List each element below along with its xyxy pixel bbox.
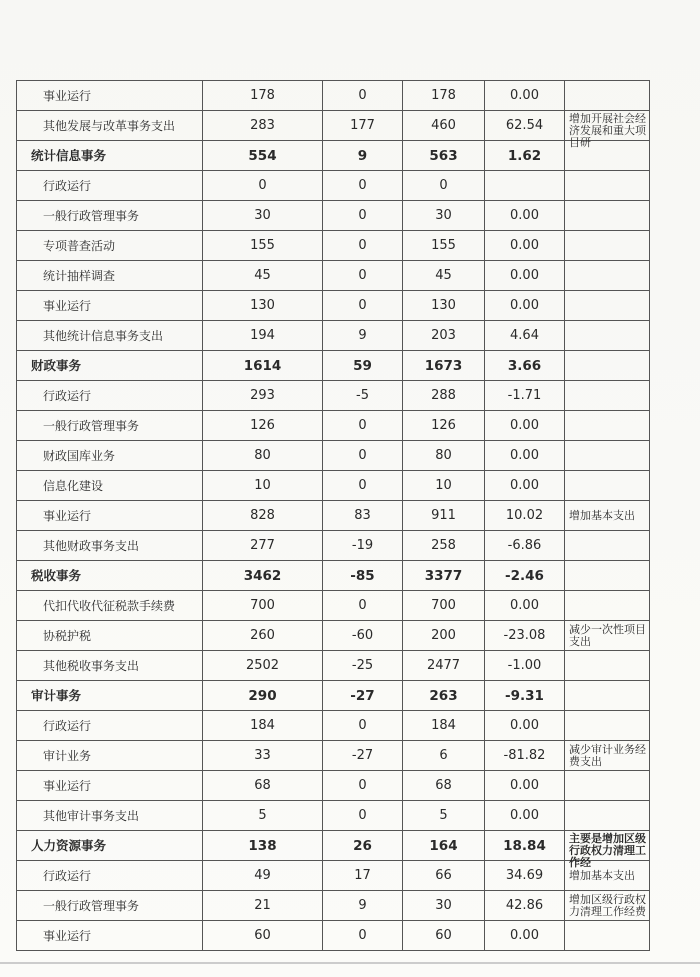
value-col1: 33: [203, 741, 323, 771]
value-col3: 66: [403, 861, 485, 891]
value-col2: -60: [323, 621, 403, 651]
value-col4: [485, 171, 565, 201]
value-col3: 178: [403, 81, 485, 111]
value-col3: 45: [403, 261, 485, 291]
row-note: [565, 231, 650, 261]
value-col1: 138: [203, 831, 323, 861]
value-col2: 177: [323, 111, 403, 141]
value-col2: 0: [323, 81, 403, 111]
row-name: 一般行政管理事务: [17, 891, 203, 921]
value-col4: -23.08: [485, 621, 565, 651]
row-note: [565, 651, 650, 681]
value-col1: 277: [203, 531, 323, 561]
value-col4: 18.84: [485, 831, 565, 861]
value-col4: 10.02: [485, 501, 565, 531]
item-row: [17, 111, 650, 141]
value-col4: 0.00: [485, 801, 565, 831]
row-note: [565, 111, 650, 149]
value-col1: 828: [203, 501, 323, 531]
value-col2: -27: [323, 741, 403, 771]
value-col3: 130: [403, 291, 485, 321]
value-col3: 3377: [403, 561, 485, 591]
item-row: [17, 501, 650, 531]
item-row: [17, 861, 650, 891]
category-row: [17, 351, 650, 381]
value-col2: 0: [323, 771, 403, 801]
row-name: 统计抽样调查: [17, 261, 203, 291]
value-col1: 10: [203, 471, 323, 501]
value-col2: 59: [323, 351, 403, 381]
value-col3: 911: [403, 501, 485, 531]
row-name: 一般行政管理事务: [17, 411, 203, 441]
item-row: [17, 921, 650, 951]
category-row: [17, 141, 650, 171]
row-name: 其他财政事务支出: [17, 531, 203, 561]
row-note: [565, 351, 650, 381]
row-name: 专项普查活动: [17, 231, 203, 261]
row-note: [565, 741, 650, 771]
value-col1: 126: [203, 411, 323, 441]
value-col1: 0: [203, 171, 323, 201]
value-col2: 9: [323, 891, 403, 921]
value-col2: 0: [323, 711, 403, 741]
item-row: [17, 291, 650, 321]
value-col1: 283: [203, 111, 323, 141]
row-name: 事业运行: [17, 921, 203, 951]
value-col4: -81.82: [485, 741, 565, 771]
value-col2: -25: [323, 651, 403, 681]
row-note: [565, 681, 650, 711]
note-text: 减少一次性项目支出: [569, 622, 646, 648]
row-note: [565, 321, 650, 351]
row-note: [565, 291, 650, 321]
item-row: [17, 411, 650, 441]
value-col1: 290: [203, 681, 323, 711]
value-col1: 130: [203, 291, 323, 321]
budget-table-body: [17, 81, 650, 951]
value-col1: 5: [203, 801, 323, 831]
item-row: [17, 591, 650, 621]
row-name: 财政国库业务: [17, 441, 203, 471]
value-col2: 0: [323, 591, 403, 621]
value-col3: 184: [403, 711, 485, 741]
value-col1: 700: [203, 591, 323, 621]
row-note: [565, 261, 650, 291]
note-text: 主要是增加区级行政权力清理工作经: [569, 831, 646, 869]
value-col3: 68: [403, 771, 485, 801]
row-note: [565, 831, 650, 869]
row-note: [565, 801, 650, 831]
value-col4: 0.00: [485, 471, 565, 501]
row-note: [565, 591, 650, 621]
value-col3: 203: [403, 321, 485, 351]
value-col3: 263: [403, 681, 485, 711]
value-col4: -6.86: [485, 531, 565, 561]
value-col3: 288: [403, 381, 485, 411]
row-name: 行政运行: [17, 711, 203, 741]
item-row: [17, 171, 650, 201]
row-name: 事业运行: [17, 291, 203, 321]
row-name: 事业运行: [17, 501, 203, 531]
value-col2: 17: [323, 861, 403, 891]
value-col2: 0: [323, 411, 403, 441]
value-col2: 83: [323, 501, 403, 531]
budget-table-container: [16, 80, 650, 951]
item-row: [17, 471, 650, 501]
value-col1: 3462: [203, 561, 323, 591]
row-name: 事业运行: [17, 771, 203, 801]
value-col3: 0: [403, 171, 485, 201]
row-name: 行政运行: [17, 171, 203, 201]
value-col2: 0: [323, 171, 403, 201]
row-name: 财政事务: [17, 351, 203, 381]
row-name: 人力资源事务: [17, 831, 203, 861]
value-col4: 0.00: [485, 291, 565, 321]
item-row: [17, 261, 650, 291]
category-row: [17, 831, 650, 861]
value-col1: 30: [203, 201, 323, 231]
value-col4: -2.46: [485, 561, 565, 591]
row-note: [565, 81, 650, 111]
value-col2: 0: [323, 201, 403, 231]
value-col3: 2477: [403, 651, 485, 681]
value-col4: 3.66: [485, 351, 565, 381]
value-col2: 26: [323, 831, 403, 861]
row-note: [565, 501, 650, 531]
row-name: 审计事务: [17, 681, 203, 711]
value-col1: 60: [203, 921, 323, 951]
value-col4: 0.00: [485, 441, 565, 471]
row-note: [565, 921, 650, 951]
category-row: [17, 561, 650, 591]
row-name: 其他税收事务支出: [17, 651, 203, 681]
row-note: [565, 711, 650, 741]
item-row: [17, 801, 650, 831]
row-note: [565, 171, 650, 201]
note-text: 增加基本支出: [569, 868, 635, 882]
row-name: 事业运行: [17, 81, 203, 111]
row-name: 其他审计事务支出: [17, 801, 203, 831]
row-note: [565, 471, 650, 501]
row-note: [565, 201, 650, 231]
value-col2: 9: [323, 141, 403, 171]
value-col4: 34.69: [485, 861, 565, 891]
row-note: [565, 561, 650, 591]
value-col4: 1.62: [485, 141, 565, 171]
row-name: 其他统计信息事务支出: [17, 321, 203, 351]
item-row: [17, 711, 650, 741]
row-name: 审计业务: [17, 741, 203, 771]
value-col4: -1.71: [485, 381, 565, 411]
value-col2: 9: [323, 321, 403, 351]
value-col4: 0.00: [485, 711, 565, 741]
row-name: 行政运行: [17, 381, 203, 411]
row-note: [565, 531, 650, 561]
value-col3: 10: [403, 471, 485, 501]
value-col1: 2502: [203, 651, 323, 681]
value-col4: 62.54: [485, 111, 565, 141]
value-col3: 700: [403, 591, 485, 621]
value-col1: 260: [203, 621, 323, 651]
item-row: [17, 81, 650, 111]
value-col1: 68: [203, 771, 323, 801]
row-name: 统计信息事务: [17, 141, 203, 171]
value-col1: 21: [203, 891, 323, 921]
item-row: [17, 381, 650, 411]
row-note: [565, 441, 650, 471]
value-col3: 60: [403, 921, 485, 951]
value-col3: 80: [403, 441, 485, 471]
value-col2: 0: [323, 801, 403, 831]
value-col2: -5: [323, 381, 403, 411]
value-col3: 30: [403, 891, 485, 921]
item-row: [17, 771, 650, 801]
value-col1: 49: [203, 861, 323, 891]
value-col4: 0.00: [485, 261, 565, 291]
value-col4: -9.31: [485, 681, 565, 711]
item-row: [17, 531, 650, 561]
value-col1: 554: [203, 141, 323, 171]
value-col2: -19: [323, 531, 403, 561]
value-col4: 4.64: [485, 321, 565, 351]
row-note: [565, 771, 650, 801]
value-col1: 184: [203, 711, 323, 741]
value-col3: 1673: [403, 351, 485, 381]
value-col4: 0.00: [485, 411, 565, 441]
value-col4: 0.00: [485, 921, 565, 951]
value-col1: 45: [203, 261, 323, 291]
value-col3: 155: [403, 231, 485, 261]
row-name: 税收事务: [17, 561, 203, 591]
note-text: 减少审计业务经费支出: [569, 742, 646, 768]
row-name: 协税护税: [17, 621, 203, 651]
value-col3: 200: [403, 621, 485, 651]
value-col4: 0.00: [485, 591, 565, 621]
item-row: [17, 321, 650, 351]
note-text: 增加基本支出: [569, 508, 635, 522]
value-col2: 0: [323, 261, 403, 291]
note-text: 增加区级行政权力清理工作经费: [569, 892, 646, 918]
value-col1: 194: [203, 321, 323, 351]
value-col1: 1614: [203, 351, 323, 381]
value-col2: 0: [323, 291, 403, 321]
item-row: [17, 231, 650, 261]
row-name: 行政运行: [17, 861, 203, 891]
item-row: [17, 741, 650, 771]
row-note: [565, 411, 650, 441]
item-row: [17, 441, 650, 471]
budget-table: [16, 80, 650, 951]
value-col2: -85: [323, 561, 403, 591]
value-col2: 0: [323, 231, 403, 261]
value-col1: 80: [203, 441, 323, 471]
value-col3: 5: [403, 801, 485, 831]
value-col1: 178: [203, 81, 323, 111]
value-col3: 460: [403, 111, 485, 141]
value-col4: 0.00: [485, 771, 565, 801]
value-col4: 0.00: [485, 201, 565, 231]
row-name: 信息化建设: [17, 471, 203, 501]
item-row: [17, 651, 650, 681]
value-col1: 155: [203, 231, 323, 261]
category-row: [17, 681, 650, 711]
value-col4: 0.00: [485, 81, 565, 111]
value-col1: 293: [203, 381, 323, 411]
value-col4: 42.86: [485, 891, 565, 921]
value-col4: 0.00: [485, 231, 565, 261]
page-bottom-edge: [0, 962, 700, 964]
row-name: 代扣代收代征税款手续费: [17, 591, 203, 621]
row-name: 其他发展与改革事务支出: [17, 111, 203, 141]
item-row: [17, 891, 650, 921]
value-col2: 0: [323, 921, 403, 951]
item-row: [17, 621, 650, 651]
value-col3: 563: [403, 141, 485, 171]
value-col2: 0: [323, 441, 403, 471]
row-note: [565, 621, 650, 651]
value-col2: 0: [323, 471, 403, 501]
value-col3: 6: [403, 741, 485, 771]
value-col3: 164: [403, 831, 485, 861]
value-col3: 258: [403, 531, 485, 561]
row-note: [565, 381, 650, 411]
value-col4: -1.00: [485, 651, 565, 681]
row-note: [565, 891, 650, 921]
row-name: 一般行政管理事务: [17, 201, 203, 231]
value-col3: 30: [403, 201, 485, 231]
value-col2: -27: [323, 681, 403, 711]
value-col3: 126: [403, 411, 485, 441]
note-text: 增加开展社会经济发展和重大项目研: [569, 111, 646, 149]
item-row: [17, 201, 650, 231]
